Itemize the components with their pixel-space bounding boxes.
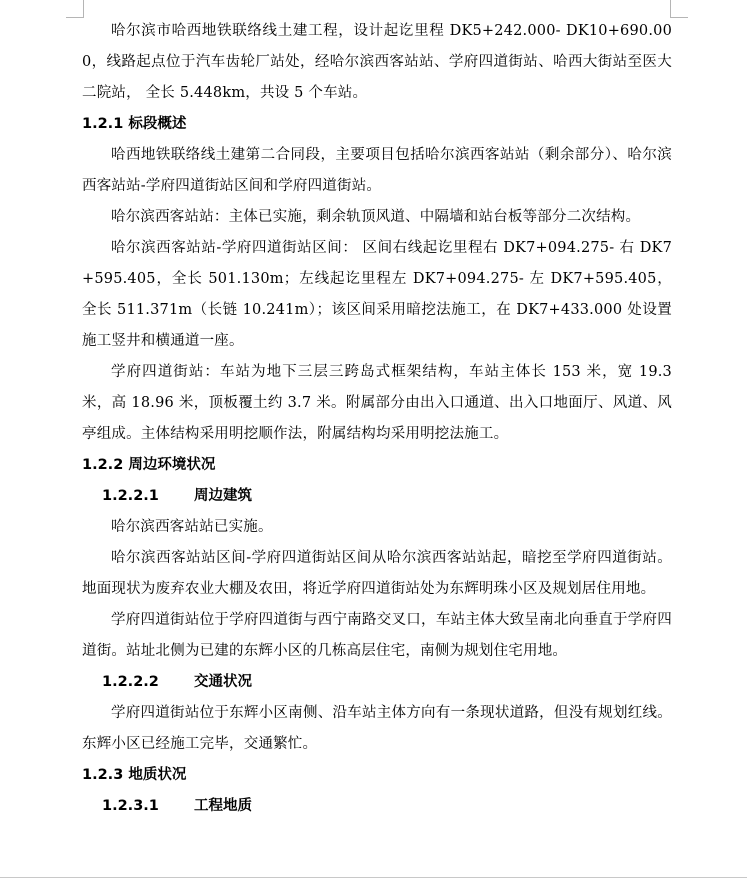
margin-corner-mark: [83, 0, 84, 17]
paragraph-traffic: 学府四道街站位于东辉小区南侧、沿车站主体方向有一条现状道路，但没有规划红线。东辉小区已经施工完毕，交通繁忙。: [82, 705, 672, 752]
heading-traffic: [82, 667, 672, 698]
page-bottom-edge: [0, 877, 747, 878]
margin-corner-mark: [670, 17, 688, 18]
paragraph-contract-scope: 哈西地铁联络线土建第二合同段，主要项目包括哈尔滨西客站站（剩余部分）、哈尔滨西客站站-学府四道街站区间和学府四道街站。: [82, 147, 672, 194]
heading-title: 工程地质: [194, 798, 252, 814]
paragraph-xuefu-location: 学府四道街站位于学府四道街与西宁南路交叉口，车站主体大致呈南北向垂直于学府四道街。站址北侧为已建的东辉小区的几栋高层住宅，南侧为规划住宅用地。: [82, 612, 672, 659]
margin-corner-mark: [670, 0, 671, 17]
paragraph-west-station: 哈尔滨西客站站：主体已实施，剩余轨顶风道、中隔墙和站台板等部分二次结构。: [111, 209, 641, 225]
paragraph-tunnel-section: 哈尔滨西客站站-学府四道街站区间： 区间右线起讫里程右 DK7+094.275- 右 DK7+595.405，全长 501.130m；左线起讫里程左 DK7+094.275- 左 DK7+595.405，全长 511.371m（长链 10.241m）；该区间采用暗挖法施工，在 DK7+433.000 处设置施工竖井和横通道一座。: [82, 240, 672, 349]
heading-title: 周边建筑: [194, 488, 252, 504]
heading-surroundings: 1.2.2 周边环境状况: [82, 457, 216, 473]
paragraph-project-intro: 哈尔滨市哈西地铁联络线土建工程，设计起讫里程 DK5+242.000- DK10+690.000，线路起点位于汽车齿轮厂站处，经哈尔滨西客站站、学府四道街站、哈西大街站至医大二院站， 全长 5.448km，共设 5 个车站。: [82, 23, 672, 101]
heading-number: 1.2.2.2: [102, 674, 159, 690]
heading-number: 1.2.2.1: [102, 488, 159, 504]
heading-nearby-buildings: [82, 481, 672, 512]
heading-geology: 1.2.3 地质状况: [82, 767, 187, 783]
document-body[interactable]: [82, 16, 672, 822]
heading-number: 1.2.3.1: [102, 798, 159, 814]
paragraph-west-implemented: 哈尔滨西客站站已实施。: [111, 519, 273, 535]
paragraph-xuefu-station: 学府四道街站：车站为地下三层三跨岛式框架结构，车站主体长 153 米，宽 19.3 米，高 18.96 米，顶板覆土约 3.7 米。附属部分由出入口通道、出入口地面厅、风道、风亭组成。主体结构采用明挖顺作法，附属结构均采用明挖法施工。: [82, 364, 672, 442]
paragraph-tunnel-surroundings: 哈尔滨西客站站区间-学府四道街站区间从哈尔滨西客站站起，暗挖至学府四道街站。地面现状为废弃农业大棚及农田，将近学府四道街站处为东辉明珠小区及规划居住用地。: [82, 550, 672, 597]
heading-section-overview: 1.2.1 标段概述: [82, 116, 187, 132]
heading-engineering-geology: [82, 791, 672, 822]
heading-title: 交通状况: [194, 674, 252, 690]
